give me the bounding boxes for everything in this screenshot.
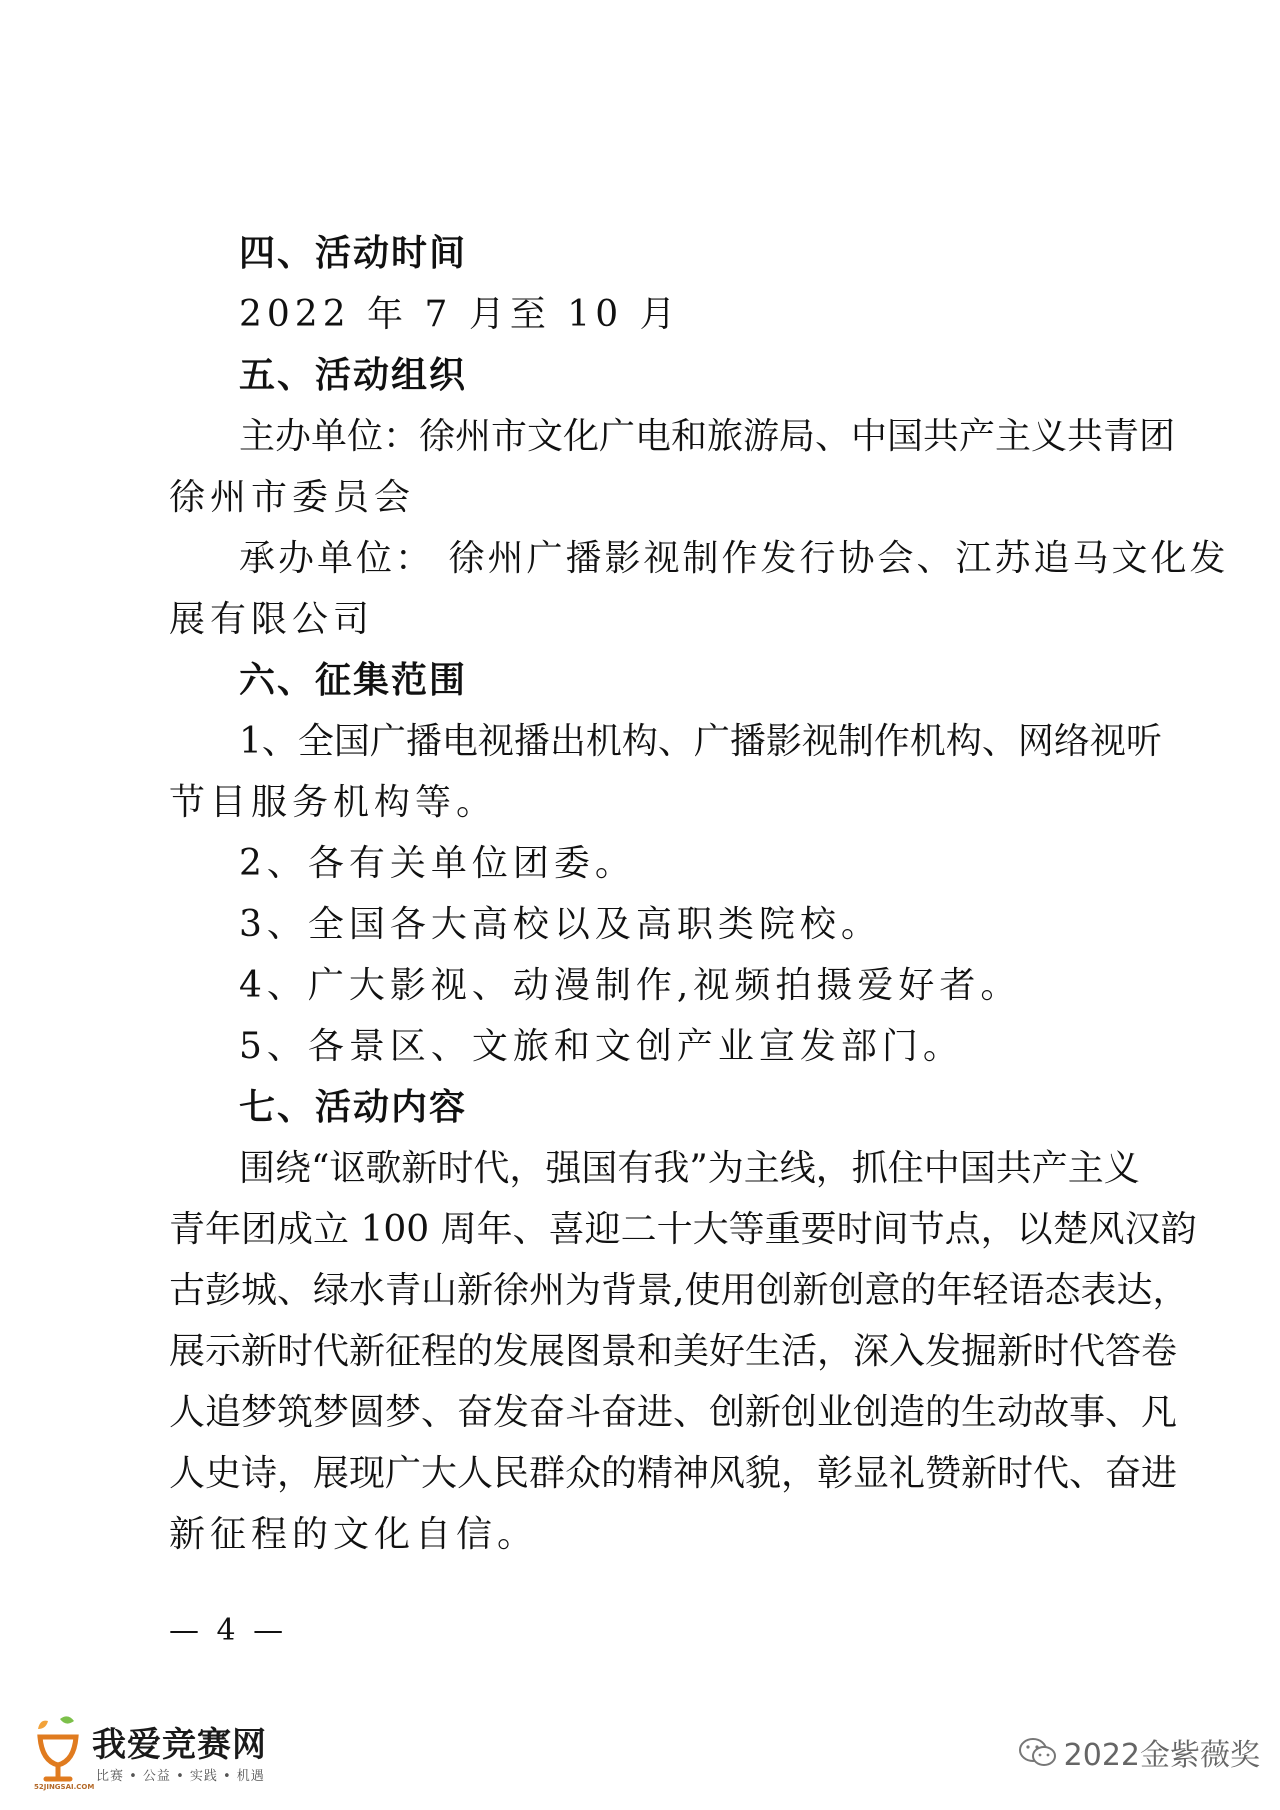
host-unit-line-1: 主办单位：徐州市文化广电和旅游局、中国共产主义共青团 <box>239 416 1176 457</box>
scope-item-2: 2、各有关单位团委。 <box>239 843 636 884</box>
logo-url: 52JINGSAI.COM <box>34 1783 95 1791</box>
scope-item-3: 3、全国各大高校以及高职类院校。 <box>239 904 882 945</box>
organizer-unit-line-1: 承办单位： 徐州广播影视制作发行协会、江苏追马文化发 <box>239 538 1229 579</box>
content-paragraph-line-2: 青年团成立 100 周年、喜迎二十大等重要时间节点，以楚风汉韵 <box>169 1209 1197 1250</box>
logo-tagline: 比赛 • 公益 • 实践 • 机遇 <box>96 1769 265 1784</box>
organizer-unit-line-2: 展有限公司 <box>169 599 375 640</box>
section-heading-time: 四、活动时间 <box>239 233 468 274</box>
wechat-watermark <box>1018 1730 1260 1778</box>
content-paragraph-line-3: 古彭城、绿水青山新徐州为背景,使用创新创意的年轻语态表达， <box>169 1270 1189 1311</box>
watermark-text: 2022金紫薇奖 <box>1063 1738 1260 1773</box>
site-logo[interactable] <box>30 1705 270 1800</box>
scope-item-1-line-1: 1、全国广播电视播出机构、广播影视制作机构、网络视听 <box>239 721 1162 762</box>
section-heading-scope: 六、征集范围 <box>239 660 468 701</box>
section-heading-organization: 五、活动组织 <box>239 355 468 396</box>
scope-item-1-line-2: 节目服务机构等。 <box>169 782 498 823</box>
logo-name: 我爱竞赛网 <box>92 1725 267 1765</box>
page-number: — 4 — <box>169 1613 288 1648</box>
content-paragraph-line-6: 人史诗，展现广大人民群众的精神风貌，彰显礼赞新时代、奋进 <box>169 1453 1178 1494</box>
scope-item-5: 5、各景区、文旅和文创产业宣发部门。 <box>239 1026 964 1067</box>
section-heading-content: 七、活动内容 <box>239 1087 468 1128</box>
activity-time-text: 2022 年 7 月至 10 月 <box>239 294 681 335</box>
wechat-icon <box>1018 1736 1058 1778</box>
trophy-logo-icon <box>30 1711 86 1791</box>
scope-item-4: 4、广大影视、动漫制作,视频拍摄爱好者。 <box>239 965 1022 1006</box>
content-paragraph-line-7: 新征程的文化自信。 <box>169 1514 539 1555</box>
content-paragraph-line-4: 展示新时代新征程的发展图景和美好生活，深入发掘新时代答卷 <box>169 1331 1178 1372</box>
host-unit-line-2: 徐州市委员会 <box>169 477 416 518</box>
content-paragraph-line-5: 人追梦筑梦圆梦、奋发奋斗奋进、创新创业创造的生动故事、凡 <box>169 1392 1178 1433</box>
content-paragraph-line-1: 围绕“讴歌新时代，强国有我”为主线，抓住中国共产主义 <box>239 1148 1140 1189</box>
